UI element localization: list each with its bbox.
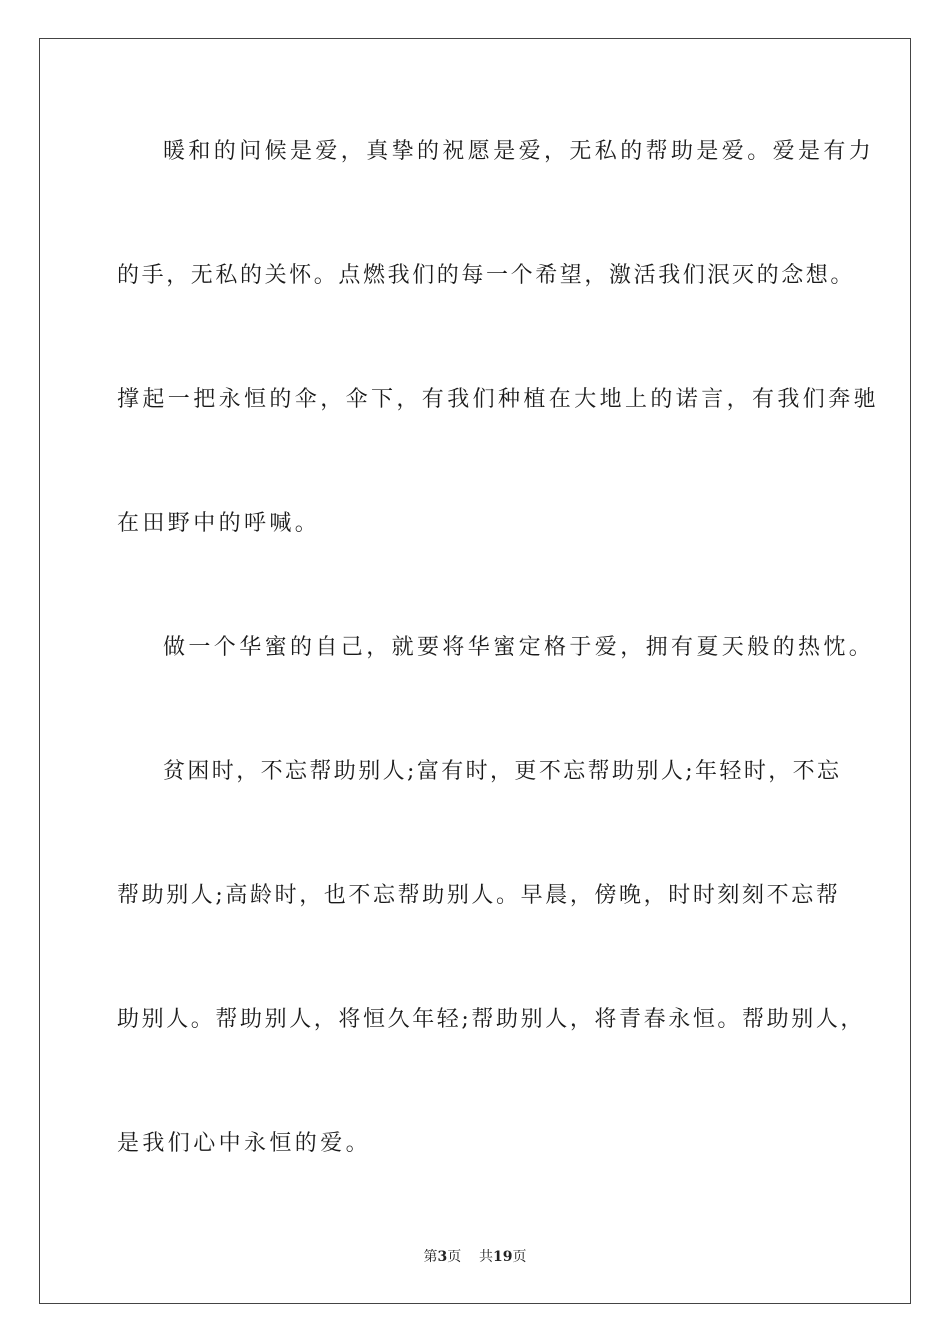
paragraph-1-line-2: 的手，无私的关怀。点燃我们的每一个希望，激活我们泯灭的念想。 <box>117 263 856 288</box>
page-footer <box>0 1246 950 1266</box>
total-pages: 19 <box>493 1249 513 1265</box>
page-prefix: 第 <box>423 1249 438 1265</box>
paragraph-2-line-1: 做一个华蜜的自己，就要将华蜜定格于爱，拥有夏天般的热忱。 <box>163 635 875 660</box>
paragraph-1-line-4: 在田野中的呼喊。 <box>117 511 321 536</box>
paragraph-3-line-4: 是我们心中永恒的爱。 <box>117 1131 372 1156</box>
total-prefix: 共 <box>479 1249 494 1265</box>
paragraph-1-line-3: 撑起一把永恒的伞，伞下，有我们种植在大地上的诺言，有我们奔驰 <box>117 387 880 412</box>
page-suffix: 页 <box>447 1249 462 1265</box>
paragraph-1-line-1: 暖和的问候是爱，真挚的祝愿是爱，无私的帮助是爱。爱是有力 <box>163 139 875 164</box>
paragraph-3-line-1: 贫困时，不忘帮助别人;富有时，更不忘帮助别人;年轻时，不忘 <box>163 759 842 784</box>
paragraph-3-line-3: 助别人。帮助别人，将恒久年轻;帮助别人，将青春永恒。帮助别人， <box>117 1007 866 1032</box>
total-suffix: 页 <box>512 1249 527 1265</box>
paragraph-3-line-2: 帮助别人;高龄时，也不忘帮助别人。早晨，傍晚，时时刻刻不忘帮 <box>117 883 841 908</box>
page-number: 3 <box>437 1249 448 1265</box>
page-frame <box>39 38 911 1304</box>
